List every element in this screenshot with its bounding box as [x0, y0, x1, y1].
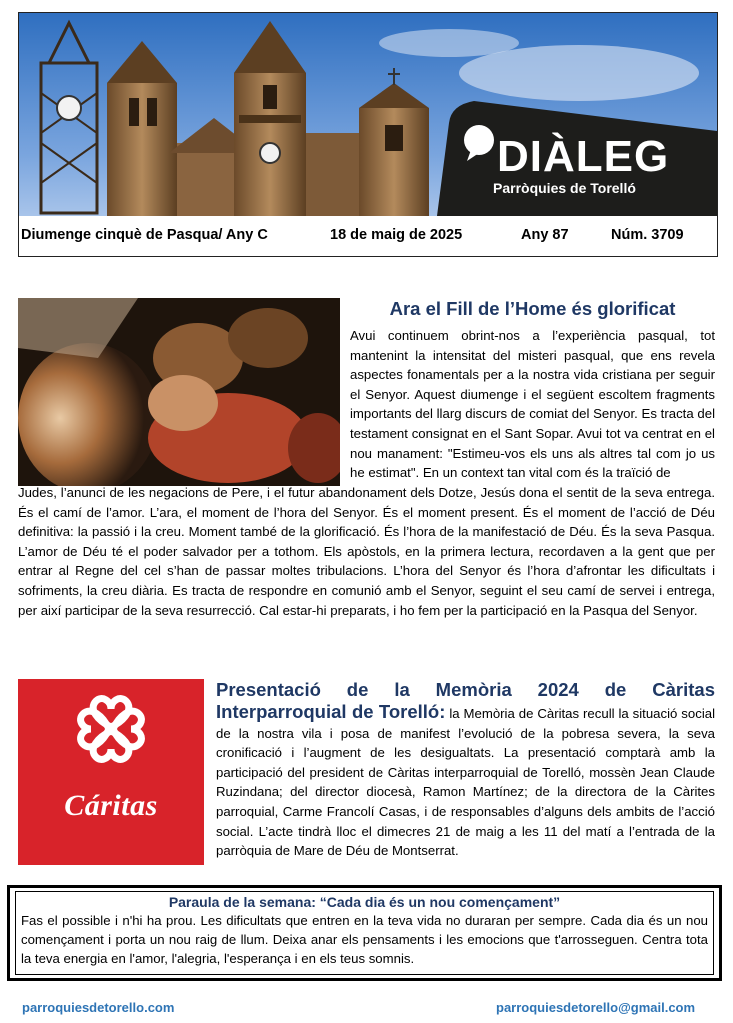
caritas-cross-icon	[18, 679, 204, 789]
speech-bubble-icon	[464, 125, 494, 155]
logo-title: DIÀLEG	[497, 132, 670, 181]
header-banner	[19, 13, 717, 216]
word-of-the-week-title: Paraula de la semana: “Cada dia és un nou començament”	[168, 894, 561, 910]
caritas-wordmark: Cáritas	[64, 789, 158, 822]
article1-title: Ara el Fill de l’Home és glorificat	[389, 298, 676, 319]
caritas-logo	[18, 679, 204, 865]
article1-text-full: Judes, l’anunci de les negacions de Pere, i el futur abandonament dels Dotze, Jesús dona el sentit de la seva entrega. És el camí de l’amor. L’ara, el moment de l’hora del Senyor. És el moment present. És el moment de l’acció de Déu definitiva: la passió i la creu. Moment també de la glorificació. És l’hora de la manifestació de Déu. És la seva Pasqua. L’amor de Déu té el poder salvador per a tothom. Els apòstols, en la primera lectura, recordaven a la gent que per entrar al Regne del cel s’han de passar moltes tribulacions. L’hora del Senyor és l’hora d’afrontar les dificultats i sofriments, la creu diària. Es tracta de respondre en comunió amb el Senyor, seguint el seu camí de servei i entrega, per així participar de la seva resurrecció. Cal estar-hi preparats, i ho fem per la participació en la Pasqua del Senyor.	[18, 485, 715, 618]
header-box	[18, 12, 718, 257]
article2-title-line2: Interparroquial de Torelló:	[216, 701, 446, 722]
logo-subtitle: Parròquies de Torelló	[493, 180, 636, 196]
issue-year: Any 87	[521, 227, 569, 243]
word-of-the-week-inner	[15, 891, 714, 975]
email-link[interactable]: parroquiesdetorello@gmail.com	[496, 1000, 696, 1015]
website-link[interactable]: parroquiesdetorello.com	[22, 1000, 175, 1015]
issue-number: Núm. 3709	[611, 227, 684, 243]
issue-info-bar	[19, 227, 717, 251]
liturgical-sunday: Diumenge cinquè de Pasqua/ Any C	[21, 227, 268, 243]
word-of-the-week-text: Fas el possible i n'hi ha prou. Les dificultats que entren en la teva vida no duraran per sempre. Cada dia és un nou començament i porta un nou raig de llum. Deixa anar els pensaments i les emocions que t'arrosseguen. Centra tota la teva energia en l'amor, l'alegria, l'esperança i en els teus somnis.	[21, 913, 708, 966]
article1-text-side: Avui continuem obrint-nos a l’experiència pasqual, tot mantenint la intensitat del misteri pasqual, que ens revela aspectes fonamentals per a la nostra vida cristiana per seguir el Senyor. Aquest diumenge i el següent escoltem fragments importants del llarg discurs de comiat del Senyor. Es tracta del testament consignat en el Sant Sopar. Avui tot va centrat en el nou manament: "Estimeu-vos els uns als altres tal com jo us he estimat". En un context tan vital com és la traïció de	[350, 328, 715, 481]
article2-text: la Memòria de Càritas recull la situació social de la nostra vila i posa de manifest l’evolució de la pobresa severa, la seva cronificació i l’augment de les desigualtats. La presentació comptarà amb la participació del president de Càritas interparroquial de Torelló, mossèn Jean Claude Ruzindana; del director diocesà, Ramon Martínez; de la directora de la Càrites parroquial, Carme Francolí Casas, i de responsables d’alguns dels ambits de l’acció social. L’acte tindrà lloc el dimecres 21 de maig a les 11 del matí a l’entrada de la parròquia de Mare de Déu de Montserrat.	[216, 706, 716, 859]
article2	[216, 678, 715, 861]
article2-body	[216, 702, 715, 861]
painting-image	[18, 298, 340, 486]
article2-title-line1: Presentació de la Memòria 2024 de Càritas	[216, 679, 715, 700]
word-of-the-week-box	[7, 885, 722, 981]
issue-date: 18 de maig de 2025	[330, 227, 463, 243]
